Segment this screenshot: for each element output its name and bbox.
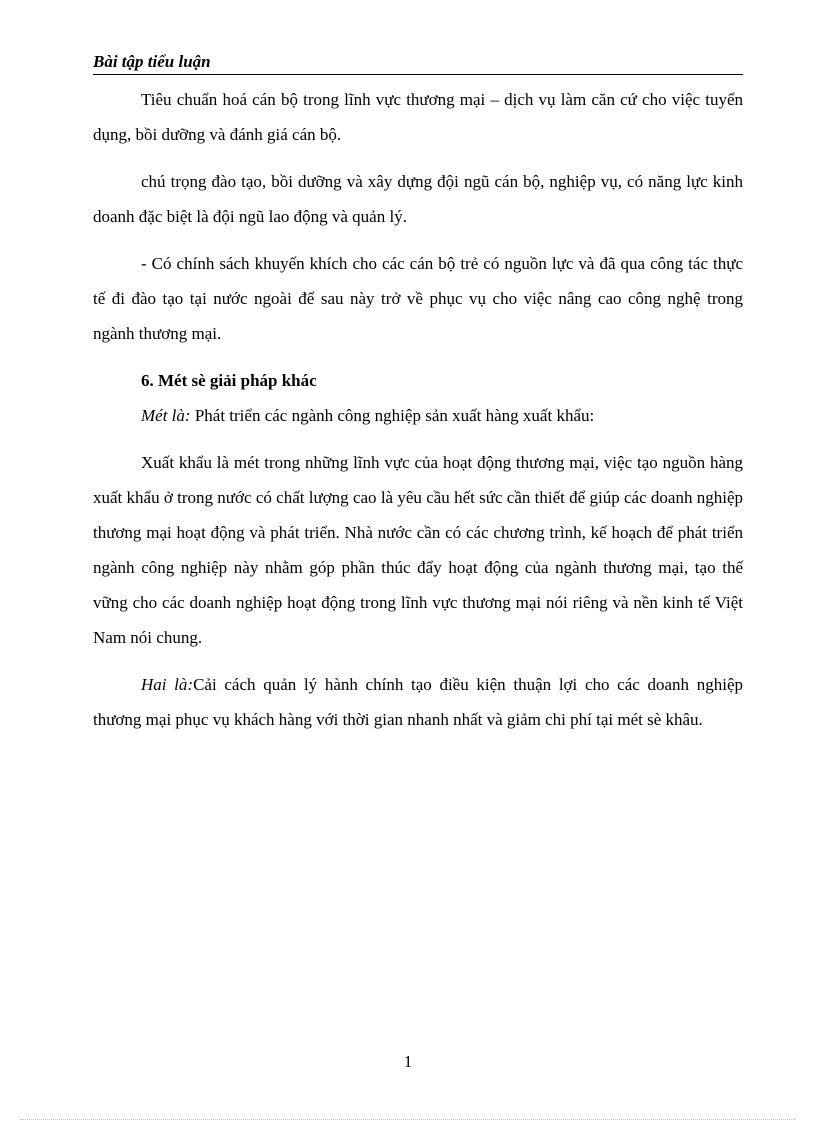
paragraph-policy: - Có chính sách khuyến khích cho các cán bộ trẻ có nguồn lực và đã qua công tác thực tế đi đào tạo tại nước ngoài để sau này trở về phục vụ cho việc nâng cao công nghệ trong ngành thương mại. [93, 254, 743, 343]
paragraph-first-solution [93, 398, 743, 433]
paragraph-training: chú trọng đào tạo, bồi dưỡng và xây dựng đội ngũ cán bộ, nghiệp vụ, có năng lực kinh doanh đặc biệt là đội ngũ lao động và quản lý. [93, 172, 743, 226]
first-solution-lead: Mét là: [141, 406, 191, 425]
paragraph-export: Xuất khẩu là mét trong những lĩnh vực của hoạt động thương mại, việc tạo nguồn hàng xuất khẩu ở trong nước có chất lượng cao là yêu cầu hết sức cần thiết để giúp các doanh nghiệp thương mại hoạt động và phát triển. Nhà nước cần có các chương trình, kế hoạch để phát triển ngành công nghiệp này nhằm góp phần thúc đẩy hoạt động của ngành thương mại, tạo thế vững cho các doanh nghiệp hoạt động trong lĩnh vực thương mại nói riêng và nền kinh tế Việt Nam nói chung. [93, 453, 743, 647]
page-header [93, 52, 743, 75]
page-number: 1 [403, 1052, 413, 1071]
paragraph-second-solution [93, 667, 743, 737]
second-solution-text: Cải cách quản lý hành chính tạo điều kiện thuận lợi cho các doanh nghiệp thương mại phục vụ khách hàng với thời gian nhanh nhất và giảm chi phí tại mét sè khâu. [93, 675, 743, 729]
first-solution-text: Phát triển các ngành công nghiệp sản xuất hàng xuất khẩu: [190, 406, 595, 425]
paragraph-standardization: Tiêu chuẩn hoá cán bộ trong lĩnh vực thương mại – dịch vụ làm căn cứ cho việc tuyển dụng, bồi dưỡng và đánh giá cán bộ. [93, 90, 743, 144]
second-solution-lead: Hai là: [141, 675, 194, 694]
page-bottom-divider [20, 1119, 796, 1120]
document-body [93, 82, 743, 749]
header-title: Bài tập tiểu luận [93, 52, 211, 71]
section-heading: 6. Mét sè giải pháp khác [141, 371, 317, 390]
